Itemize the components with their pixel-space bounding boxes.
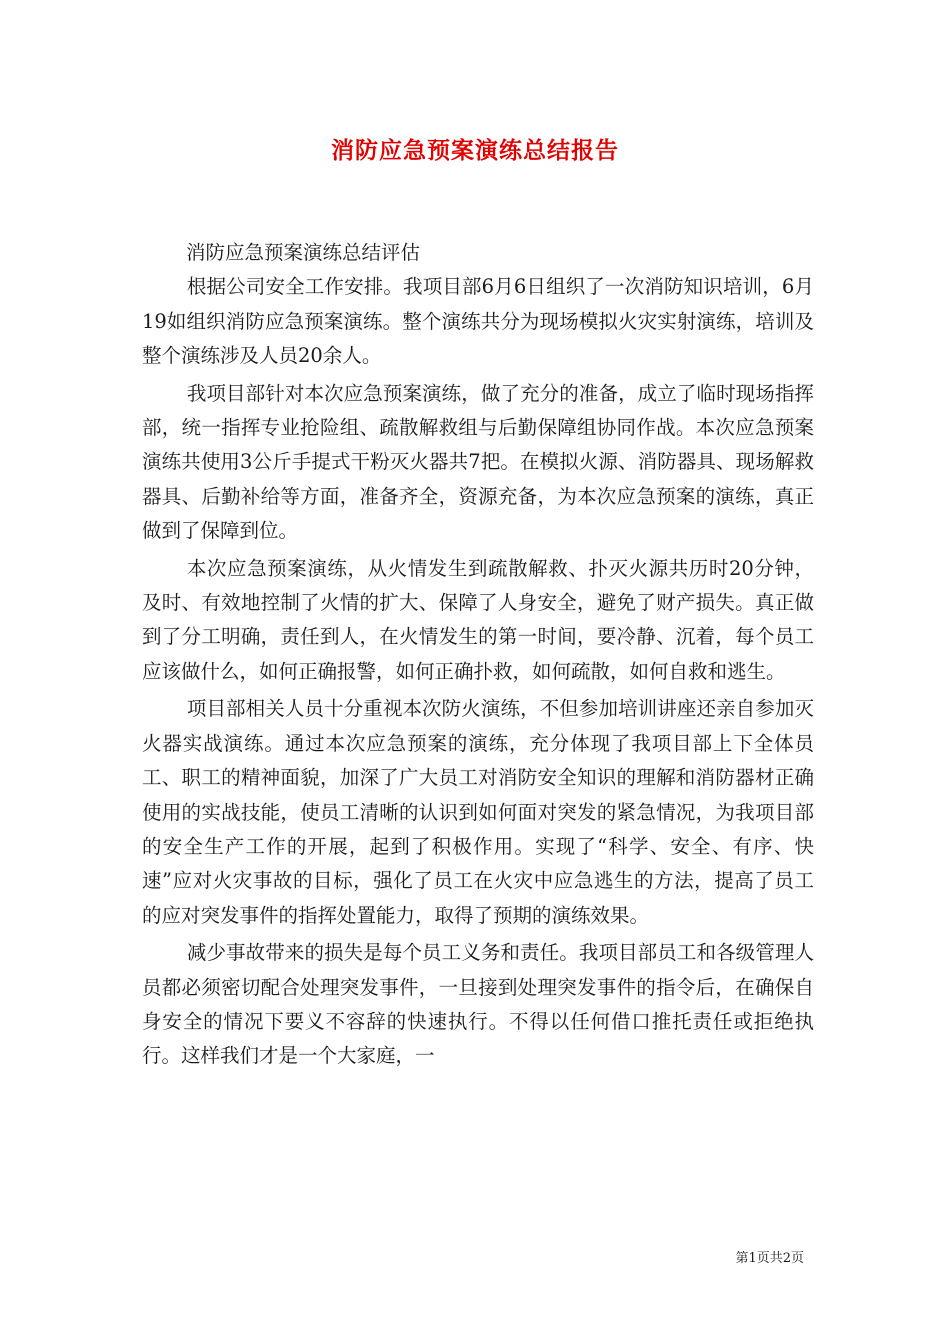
document-title: 消防应急预案演练总结报告 [331, 137, 619, 164]
paragraph-1: 根据公司安全工作安排。我项目部6月6日组织了一次消防知识培训，6月19如组织消防应急预案演练。整个演练共分为现场模拟火灾实射演练，培训及整个演练涉及人员20余人。 [142, 275, 814, 368]
page-number-footer: 第1页共2页 [735, 1251, 804, 1266]
document-subtitle: 消防应急预案演练总结评估 [186, 241, 421, 264]
paragraph-5: 减少事故带来的损失是每个员工义务和责任。我项目部员工和各级管理人员都必须密切配合处理突发事件，一旦接到处理突发事件的指令后，在确保自身安全的情况下要义不容辞的快速执行。不得以任何借口推托责任或拒绝执行。这样我们才是一个大家庭，一 [142, 941, 814, 1068]
paragraph-4: 项目部相关人员十分重视本次防火演练，不但参加培训讲座还亲自参加灭火器实战演练。通过本次应急预案的演练，充分体现了我项目部上下全体员工、职工的精神面貌，加深了广大员工对消防安全知识的理解和消防器材正确使用的实战技能，使员工清晰的认识到如何面对突发的紧急情况，为我项目部的安全生产工作的开展，起到了积极作用。实现了“科学、安全、有序、快速”应对火灾事故的目标，强化了员工在火灾中应急逃生的方法，提高了员工的应对突发事件的指挥处置能力，取得了预期的演练效果。 [142, 697, 814, 927]
paragraph-2: 我项目部针对本次应急预案演练，做了充分的准备，成立了临时现场指挥部，统一指挥专业抢险组、疏散解救组与后勤保障组协同作战。本次应急预案演练共使用3公斤手提式干粉灭火器共7把。在模拟火源、消防器具、现场解救器具、后勤补给等方面，准备齐全，资源充备，为本次应急预案的演练，真正做到了保障到位。 [142, 381, 814, 543]
document-body [142, 236, 814, 1074]
paragraph-3: 本次应急预案演练，从火情发生到疏散解救、扑灭火源共历时20分钟，及时、有效地控制了火情的扩大、保障了人身安全，避免了财产损失。真正做到了分工明确，责任到人，在火情发生的第一时间，要冷静、沉着，每个员工应该做什么，如何正确报警，如何正确扑救，如何疏散，如何自救和逃生。 [142, 556, 814, 683]
